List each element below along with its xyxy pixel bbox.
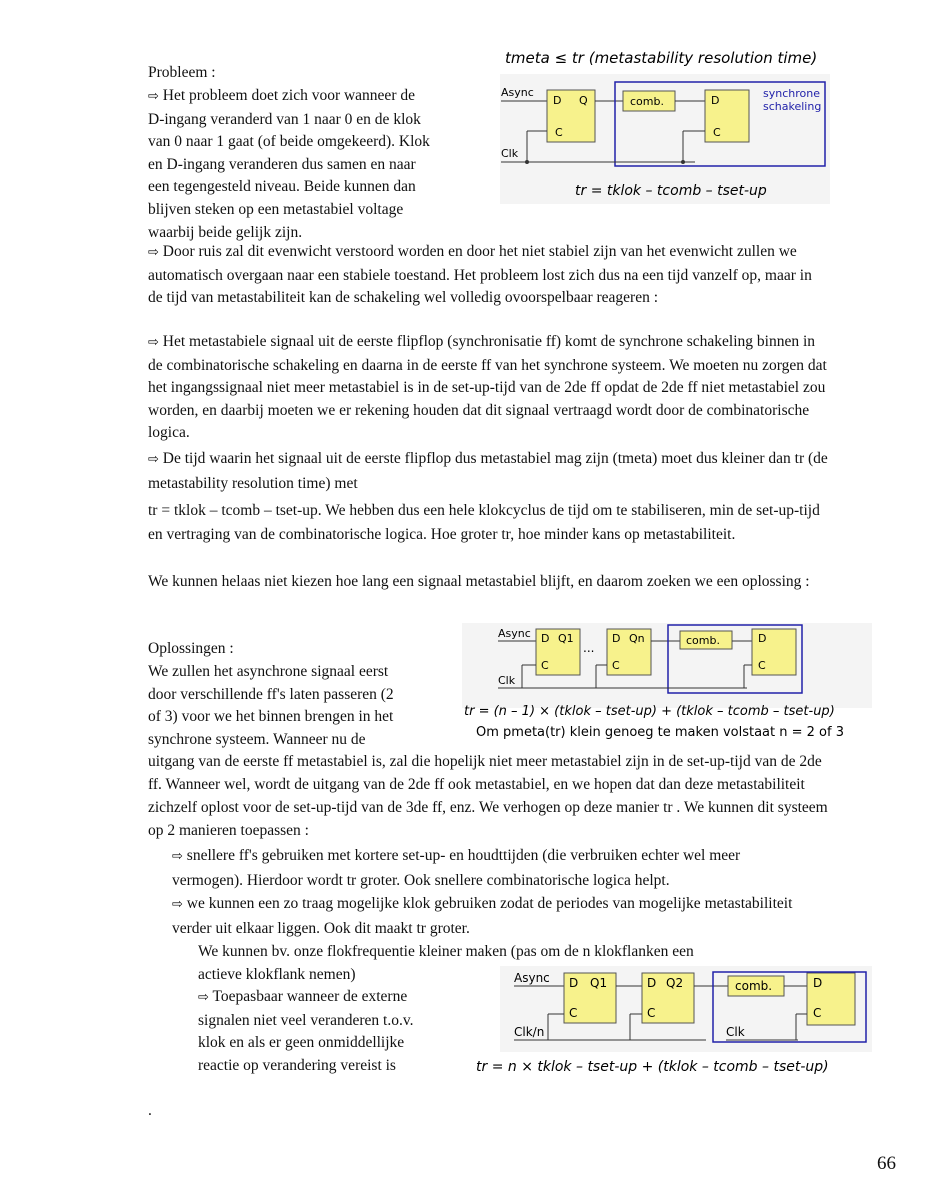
fig1-comb-label: comb. bbox=[630, 95, 664, 108]
fig3-ff1-q1: Q1 bbox=[590, 976, 608, 990]
fig1-clk-label: Clk bbox=[501, 147, 519, 160]
fig3-sync-c: C bbox=[813, 1006, 822, 1020]
heading-oplossingen: Oplossingen : bbox=[148, 640, 234, 657]
figure-metastability-circuit bbox=[495, 44, 835, 214]
fig2-sync-c: C bbox=[758, 659, 766, 672]
arrow-icon: ⇨ bbox=[198, 990, 209, 1005]
fig2-ff1-c: C bbox=[541, 659, 549, 672]
fig3-ff1-d: D bbox=[569, 976, 579, 990]
paragraph-metastabiel-signaal bbox=[148, 331, 828, 445]
figure-divided-clock-synchronizer bbox=[470, 962, 875, 1084]
fig2-formula: tr = (n – 1) × (tklok – tset-up) + (tklok – tcomb – tset-up) bbox=[464, 704, 835, 719]
fig1-ff2-c: C bbox=[713, 126, 721, 139]
page-number: 66 bbox=[877, 1153, 896, 1174]
fig3-ff2-d: D bbox=[647, 976, 657, 990]
line: waarbij beide gelijk zijn. bbox=[148, 223, 303, 241]
bullet-text: snellere ff's gebruiken met kortere set-up- en houdttijden (die verbruiken echter wel meer vermogen). Hierdoor wordt tr groter. Ook snellere combinatorische logica helpt. bbox=[172, 847, 741, 889]
paragraph-tijd bbox=[148, 447, 828, 496]
arrow-icon: ⇨ bbox=[148, 89, 159, 104]
bullet-text: we kunnen een zo traag mogelijke klok gebruiken zodat de periodes van mogelijke metastabiliteit verder uit elkaar liggen. Ook dit maakt tr groter. bbox=[172, 895, 793, 937]
fig3-sync-d: D bbox=[813, 976, 823, 990]
line: Toepasbaar wanneer de externe bbox=[212, 988, 408, 1005]
line: Het probleem doet zich voor wanneer de bbox=[162, 87, 415, 104]
fig2-ff1-q1: Q1 bbox=[558, 632, 574, 645]
fig2-ff1-d: D bbox=[541, 632, 550, 645]
paragraph-oplossing-1-rest: uitgang van de eerste ff metastabiel is, zal die hopelijk niet meer metastabiel zijn in de set-up-tijd van de 2de ff. Wanneer wel, wordt de uitgang van de 2de ff ook metastabiel, en we hopen dat dan deze metastabiliteit zichzelf oplost voor de set-up-tijd van de 3de ff, enz. We verhogen op deze manier tr . We kunnen dit systeem op 2 manieren toepassen : bbox=[148, 753, 828, 839]
line: synchrone systeem. Wanneer nu de bbox=[148, 730, 366, 748]
fig3-formula: tr = n × tklok – tset-up + (tklok – tcomb – tset-up) bbox=[476, 1059, 829, 1075]
fig1-sync-label-1: synchrone bbox=[763, 87, 820, 100]
line: blijven steken op een metastabiel voltage bbox=[148, 200, 404, 218]
bullet-snellere-ffs bbox=[172, 844, 812, 893]
line: klok en als er geen onmiddellijke bbox=[198, 1034, 405, 1052]
line: door verschillende ff's laten passeren (2 bbox=[148, 685, 394, 703]
heading-probleem: Probleem : bbox=[148, 64, 216, 81]
line: signalen niet veel veranderen t.o.v. bbox=[198, 1011, 414, 1029]
line: We zullen het asynchrone signaal eerst bbox=[148, 663, 389, 680]
fig2-note: Om pmeta(tr) klein genoeg te maken volstaat n = 2 of 3 bbox=[476, 725, 844, 740]
fig3-clk-label: Clk bbox=[726, 1025, 745, 1039]
paragraph-oplossing-1 bbox=[148, 661, 448, 751]
fig1-sync-label-2: schakeling bbox=[763, 100, 822, 113]
line: van 0 naar 1 gaat (of beide omgekeerd). Klok bbox=[148, 133, 430, 151]
fig2-sync-d: D bbox=[758, 632, 767, 645]
fig2-ffn-c: C bbox=[612, 659, 620, 672]
line: reactie op verandering vereist is bbox=[198, 1056, 396, 1074]
figure-3-svg bbox=[470, 962, 875, 1084]
paragraph-probleem-intro bbox=[148, 85, 488, 244]
fig1-ff2-d: D bbox=[711, 94, 720, 107]
arrow-icon: ⇨ bbox=[172, 897, 183, 912]
fig1-formula: tr = tklok – tcomb – tset-up bbox=[575, 183, 767, 199]
paragraph-text: De tijd waarin het signaal uit de eerste flipflop dus metastabiel mag zijn (tmeta) moet dus kleiner dan tr (de metastability resolution time) met bbox=[148, 450, 828, 492]
arrow-icon: ⇨ bbox=[148, 245, 159, 260]
line: of 3) voor we het binnen brengen in het bbox=[148, 708, 394, 726]
fig2-ffn-d: D bbox=[612, 632, 621, 645]
paragraph-formula-text: tr = tklok – tcomb – tset-up. We hebben dus een hele klokcyclus de tijd om te stabiliseren, min de set-up-tijd en vertraging van de combinatorische logica. Hoe groter tr, hoe minder kans op metastabiliteit. bbox=[148, 502, 820, 543]
fig3-ff2-c: C bbox=[647, 1006, 656, 1020]
bullet-toepasbaar bbox=[198, 986, 478, 1077]
arrow-icon: ⇨ bbox=[172, 849, 183, 864]
figure-1-svg bbox=[495, 44, 835, 214]
bullet-trage-klok bbox=[172, 892, 812, 941]
fig1-junction bbox=[525, 160, 529, 164]
paragraph-ruis bbox=[148, 241, 828, 310]
fig3-ff2-q2: Q2 bbox=[666, 976, 684, 990]
paragraph-text: Het metastabiele signaal uit de eerste flipflop (synchronisatie ff) komt de synchrone schakeling binnen in de combinatorische schakeling en daarna in de eerste ff van het synchrone systeem. We moeten nu zorgen dat het ingangssignaal niet meer metastabiel is in de set-up-tijd van de 2de ff opdat de 2de ff niet metastabiel zou worden, en daarbij moeten we er rekening houden dat dit signaal vertraagd wordt door de combinatorische logica. bbox=[148, 333, 827, 442]
fig3-ff1-c: C bbox=[569, 1006, 578, 1020]
fig1-async-label: Async bbox=[501, 86, 534, 99]
line: actieve klokflank nemen) bbox=[198, 965, 356, 983]
line: een tegengesteld niveau. Beide kunnen dan bbox=[148, 178, 416, 196]
paragraph-oplossing-intro: We kunnen helaas niet kiezen hoe lang een signaal metastabiel blijft, en daarom zoeken we een oplossing : bbox=[148, 573, 810, 590]
fig1-header: tmeta ≤ tr (metastability resolution time) bbox=[505, 49, 818, 67]
figure-2-svg bbox=[462, 621, 872, 746]
paragraph-text: Door ruis zal dit evenwicht verstoord worden en door het niet stabiel zijn van het evenwicht zullen we automatisch overgaan naar een stabiele toestand. Het probleem lost zich dus na een tijd vanzelf op, maar in de tijd van metastabiliteit kan de schakeling wel volledig ovoorspelbaar reageren : bbox=[148, 243, 812, 307]
fig1-ff1-q: Q bbox=[579, 94, 588, 107]
line: D-ingang veranderd van 1 naar 0 en de klok bbox=[148, 110, 421, 128]
fig3-async-label: Async bbox=[514, 971, 550, 985]
fig2-async-label: Async bbox=[498, 627, 531, 640]
line: en D-ingang veranderen dus samen en naar bbox=[148, 155, 416, 173]
arrow-icon: ⇨ bbox=[148, 452, 159, 467]
figure-multi-ff-synchronizer bbox=[462, 621, 872, 746]
fig3-comb-label: comb. bbox=[735, 979, 773, 993]
stray-dot: . bbox=[148, 1102, 152, 1119]
fig1-ff1-d: D bbox=[553, 94, 562, 107]
fig2-clk-label: Clk bbox=[498, 674, 516, 687]
fig2-comb-label: comb. bbox=[686, 634, 720, 647]
fig2-ffn-qn: Qn bbox=[629, 632, 645, 645]
line: We kunnen bv. onze flokfrequentie kleiner maken (pas om de n klokflanken een bbox=[198, 943, 694, 960]
fig2-ellipsis: ... bbox=[583, 641, 595, 655]
fig3-clk-n-label: Clk/n bbox=[514, 1025, 545, 1039]
fig1-junction bbox=[681, 160, 685, 164]
arrow-icon: ⇨ bbox=[148, 335, 159, 350]
fig1-ff1-c: C bbox=[555, 126, 563, 139]
